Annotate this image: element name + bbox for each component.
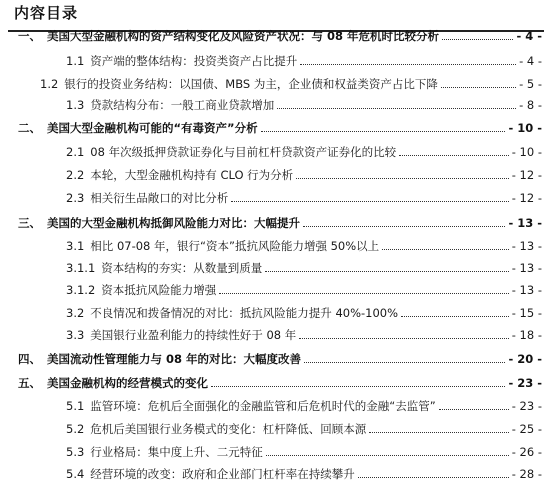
toc-entry-number: 二、 xyxy=(18,121,41,135)
toc-leader-dots xyxy=(439,409,509,410)
toc-page-number: - 25 - xyxy=(511,422,542,436)
toc-entry-number: 3.1.1 xyxy=(66,261,96,275)
toc-leader-dots xyxy=(304,362,505,363)
toc-page-number: - 18 - xyxy=(511,328,542,342)
toc-leader-dots xyxy=(219,293,508,294)
toc-entry-number: 5.4 xyxy=(66,467,85,481)
toc-entry-text: 美国金融机构的经营模式的变化 xyxy=(47,376,208,390)
toc-entry[interactable] xyxy=(0,255,550,275)
toc-entry-number: 2.1 xyxy=(66,145,85,159)
toc-entry-number: 2.2 xyxy=(66,168,85,182)
toc-leader-dots xyxy=(442,39,513,40)
toc-page-number: - 23 - xyxy=(511,399,542,413)
toc-entry-label xyxy=(0,445,263,459)
toc-entry-number: 3.2 xyxy=(66,306,85,320)
toc-entry[interactable] xyxy=(0,23,550,43)
toc-entry[interactable] xyxy=(0,233,550,253)
toc-entry-label xyxy=(0,376,208,390)
toc-entry-label xyxy=(0,98,274,112)
toc-leader-dots xyxy=(211,386,505,387)
toc-entry-text: 资本结构的夯实：从数量到质量 xyxy=(101,261,263,275)
toc-page-number: - 28 - xyxy=(511,467,542,481)
toc-entry-text: 行业格局：集中度上升、二元特征 xyxy=(90,445,263,459)
toc-page-number: - 12 - xyxy=(511,168,542,182)
toc-page-number: - 15 - xyxy=(511,306,542,320)
toc-title: 内容目录 xyxy=(14,4,79,22)
toc-entry[interactable] xyxy=(0,370,550,390)
toc-entry-number: 1.1 xyxy=(66,54,85,68)
toc-entry-label xyxy=(0,145,396,159)
toc-leader-dots xyxy=(296,178,509,179)
toc-entry-number: 5.3 xyxy=(66,445,85,459)
toc-entry-label xyxy=(0,328,296,342)
toc-entry[interactable] xyxy=(0,71,550,91)
toc-page-number: - 10 - xyxy=(508,121,542,135)
toc-entry-number: 五、 xyxy=(18,376,41,390)
toc-entry[interactable] xyxy=(0,322,550,342)
toc-entry-text: 美国的大型金融机构抵御风险能力对比：大幅提升 xyxy=(47,216,300,230)
toc-leader-dots xyxy=(399,155,509,156)
toc-page-number: - 12 - xyxy=(511,191,542,205)
toc-entry-number: 3.3 xyxy=(66,328,85,342)
toc-entry-label xyxy=(0,467,355,481)
toc-entry-text: 资产端的整体结构：投资类资产占比提升 xyxy=(90,54,298,68)
toc-entry-number: 3.1 xyxy=(66,239,85,253)
toc-leader-dots xyxy=(369,432,508,433)
toc-entry-number: 一、 xyxy=(18,29,41,43)
toc-entry-text: 相比 07-08 年，银行“资本”抵抗风险能力增强 50%以上 xyxy=(90,239,380,253)
toc-entry-text: 美国大型金融机构可能的“有毒资产”分析 xyxy=(47,121,258,135)
toc-entry[interactable] xyxy=(0,162,550,182)
toc-entry-label xyxy=(0,121,258,135)
toc-leader-dots xyxy=(303,226,505,227)
toc-entry[interactable] xyxy=(0,115,550,135)
toc-leader-dots xyxy=(382,249,509,250)
toc-entry-number: 5.2 xyxy=(66,422,85,436)
toc-entry-number: 1.2 xyxy=(40,77,59,91)
toc-leader-dots xyxy=(358,477,509,478)
toc-entry-label xyxy=(0,216,300,230)
toc-leader-dots xyxy=(231,201,508,202)
toc-entry[interactable] xyxy=(0,461,550,481)
toc-leader-dots xyxy=(441,87,516,88)
toc-entry-text: 相关衍生品敞口的对比分析 xyxy=(90,191,229,205)
toc-entry[interactable] xyxy=(0,92,550,112)
toc-entry-label xyxy=(0,306,398,320)
toc-entry-text: 08 年次级抵押贷款证券化与目前杠杆贷款资产证券化的比较 xyxy=(90,145,397,159)
toc-entry-label xyxy=(0,168,293,182)
toc-page-number: - 4 - xyxy=(516,29,542,43)
toc-entry[interactable] xyxy=(0,48,550,68)
toc-entry-label xyxy=(0,54,297,68)
toc-entry[interactable] xyxy=(0,393,550,413)
toc-entry-text: 银行的投资业务结构：以国债、MBS 为主，企业债和权益类资产占比下降 xyxy=(64,77,438,91)
toc-entry-text: 本轮，大型金融机构持有 CLO 行为分析 xyxy=(90,168,294,182)
toc-entry-text: 危机后美国银行业务模式的变化：杠杆降低、回顾本源 xyxy=(90,422,367,436)
toc-entry-text: 贷款结构分布：一般工商业贷款增加 xyxy=(90,98,275,112)
toc-leader-dots xyxy=(265,271,508,272)
toc-entry-label xyxy=(0,239,379,253)
toc-entry-label xyxy=(0,261,262,275)
toc-entry-text: 不良情况和拨备情况的对比：抵抗风险能力提升 40%-100% xyxy=(90,306,399,320)
toc-entry[interactable] xyxy=(0,277,550,297)
toc-entry-number: 三、 xyxy=(18,216,41,230)
toc-entry[interactable] xyxy=(0,139,550,159)
toc-leader-dots xyxy=(266,455,509,456)
toc-entry-text: 经营环境的改变：政府和企业部门杠杆率在持续攀升 xyxy=(90,467,355,481)
toc-leader-dots xyxy=(277,108,516,109)
toc-leader-dots xyxy=(300,64,516,65)
toc-entry[interactable] xyxy=(0,416,550,436)
toc-entry-text: 美国银行业盈利能力的持续性好于 08 年 xyxy=(90,328,297,342)
toc-entry-text: 监管环境：危机后全面强化的金融监管和后危机时代的金融“去监管” xyxy=(90,399,436,413)
toc-page-number: - 20 - xyxy=(508,352,542,366)
toc-page-number: - 8 - xyxy=(519,98,542,112)
toc-entry-label xyxy=(0,29,439,43)
toc-page-number: - 13 - xyxy=(511,261,542,275)
toc-page-number: - 13 - xyxy=(511,283,542,297)
toc-page-number: - 5 - xyxy=(519,77,542,91)
toc-entry[interactable] xyxy=(0,300,550,320)
toc-entry-label xyxy=(0,422,366,436)
toc-entry-number: 1.3 xyxy=(66,98,85,112)
toc-entry-number: 5.1 xyxy=(66,399,85,413)
toc-entry-text: 美国流动性管理能力与 08 年的对比：大幅度改善 xyxy=(47,352,302,366)
toc-entry-number: 2.3 xyxy=(66,191,85,205)
toc-page-number: - 4 - xyxy=(519,54,542,68)
toc-page-number: - 13 - xyxy=(508,216,542,230)
toc-entry-label xyxy=(0,352,301,366)
toc-entry[interactable] xyxy=(0,439,550,459)
toc-entry-text: 资本抵抗风险能力增强 xyxy=(101,283,217,297)
toc-entry[interactable] xyxy=(0,346,550,366)
toc-page-number: - 10 - xyxy=(511,145,542,159)
toc-entry-text: 美国大型金融机构的资产结构变化及风险资产状况：与 08 年危机时比较分析 xyxy=(47,29,440,43)
toc-entry-label xyxy=(0,283,216,297)
toc-page-number: - 26 - xyxy=(511,445,542,459)
toc-entry-number: 3.1.2 xyxy=(66,283,96,297)
toc-entry-number: 四、 xyxy=(18,352,41,366)
toc-entry-label xyxy=(0,77,438,91)
toc-leader-dots xyxy=(401,316,509,317)
toc-page-number: - 13 - xyxy=(511,239,542,253)
toc-entry-label xyxy=(0,191,228,205)
toc-page-number: - 23 - xyxy=(508,376,542,390)
toc-leader-dots xyxy=(299,338,509,339)
toc-entry[interactable] xyxy=(0,210,550,230)
toc-leader-dots xyxy=(261,131,506,132)
toc-entry-label xyxy=(0,399,436,413)
toc-entry[interactable] xyxy=(0,185,550,205)
